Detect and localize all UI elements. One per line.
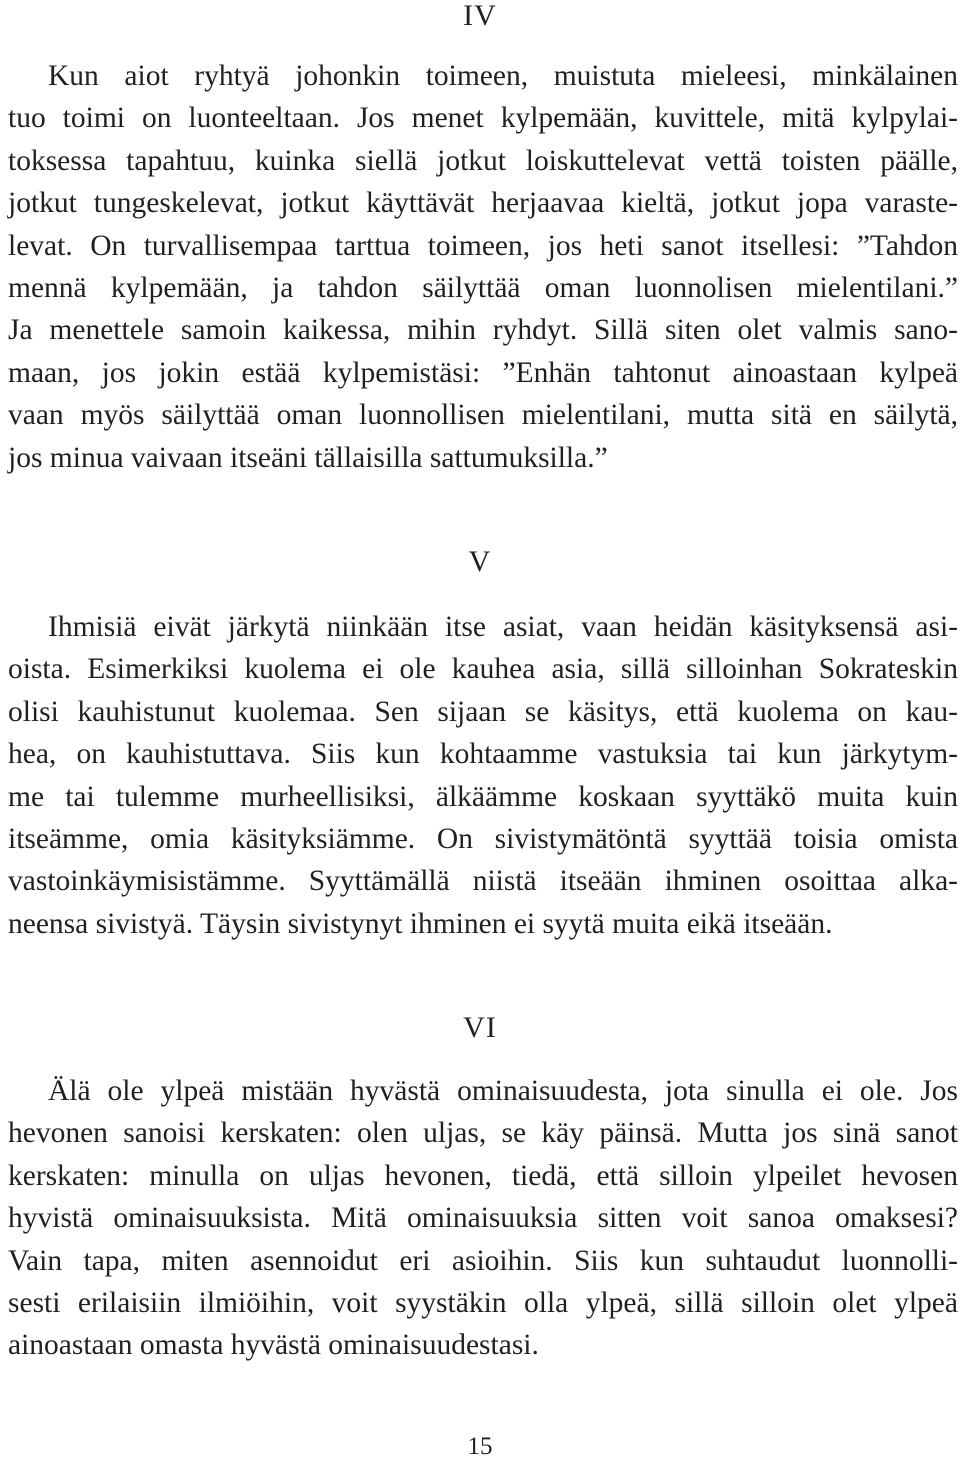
paragraph-line: me tai tulemme murheellisiksi, älkäämme koskaan syyttäkö muita kuin [8,780,958,813]
section-iv-paragraph [8,55,958,479]
paragraph-line: Ihmisiä eivät järkytä niinkään itse asiat, vaan heidän käsityksensä asi- [48,611,958,643]
paragraph-line: kerskaten: minulla on uljas hevonen, tiedä, että silloin ylpeilet hevosen [8,1159,958,1192]
paragraph-line: oista. Esimerkiksi kuolema ei ole kauhea asia, sillä silloinhan Sokrateskin [8,653,958,686]
paragraph-line: hea, on kauhistuttava. Siis kun kohtaamme vastuksia tai kun järkytym- [8,738,958,771]
paragraph-line: hevonen sanoisi kerskaten: olen uljas, se käy päinsä. Mutta jos sinä sanot [8,1117,958,1150]
paragraph-line: jotkut tungeskelevat, jotkut käyttävät herjaavaa kieltä, jotkut jopa varaste- [8,187,958,220]
paragraph-line: ainoastaan omasta hyvästä ominaisuudestasi. [8,1329,539,1362]
paragraph-line: hyvistä ominaisuuksista. Mitä ominaisuuksia sitten voit sanoa omaksesi? [8,1202,958,1235]
paragraph-line: tuo toimi on luonteeltaan. Jos menet kylpemään, kuvittele, mitä kylpylai- [8,102,958,135]
paragraph-line: Vain tapa, miten asennoidut eri asioihin. Siis kun suhtaudut luonnolli- [8,1244,958,1277]
paragraph-line: Ja menettele samoin kaikessa, mihin ryhdyt. Sillä siten olet valmis sano- [8,314,958,347]
paragraph-line: jos minua vaivaan itseäni tällaisilla sattumuksilla.” [8,441,608,474]
paragraph-line: levat. On turvallisempaa tarttua toimeen, jos heti sanot itsellesi: ”Tahdon [8,229,958,262]
paragraph-line: Älä ole ylpeä mistään hyvästä ominaisuudesta, jota sinulla ei ole. Jos [48,1075,958,1107]
paragraph-line: itseämme, omia käsityksiämme. On sivistymätöntä syyttää toisia omista [8,822,958,855]
paragraph-line: vastoinkäymisistämme. Syyttämällä niistä itseään ihminen osoittaa alka- [8,865,958,898]
paragraph-line: olisi kauhistunut kuolemaa. Sen sijaan se käsitys, että kuolema on kau- [8,695,958,728]
section-heading-vi: VI [463,1011,497,1044]
section-heading-v: V [468,545,492,578]
paragraph-line: Kun aiot ryhtyä johonkin toimeen, muistuta mieleesi, minkälainen [48,60,958,92]
page-number: 15 [467,1433,493,1460]
section-v-paragraph [8,606,958,945]
paragraph-line: toksessa tapahtuu, kuinka siellä jotkut loiskuttelevat vettä toisten päälle, [8,144,958,177]
paragraph-line: vaan myös säilyttää oman luonnollisen mielentilani, mutta sitä en säilytä, [8,399,958,432]
paragraph-line: neensa sivistyä. Täysin sivistynyt ihminen ei syytä muita eikä itseään. [8,907,833,940]
section-vi-paragraph [8,1070,958,1367]
paragraph-line: sesti erilaisiin ilmiöihin, voit syystäkin olla ylpeä, sillä silloin olet ylpeä [8,1286,958,1319]
paragraph-line: mennä kylpemään, ja tahdon säilyttää oman luonnolisen mielentilani.” [8,271,958,304]
paragraph-line: maan, jos jokin estää kylpemistäsi: ”Enhän tahtonut ainoastaan kylpeä [8,356,958,389]
section-heading-iv: IV [463,0,497,32]
